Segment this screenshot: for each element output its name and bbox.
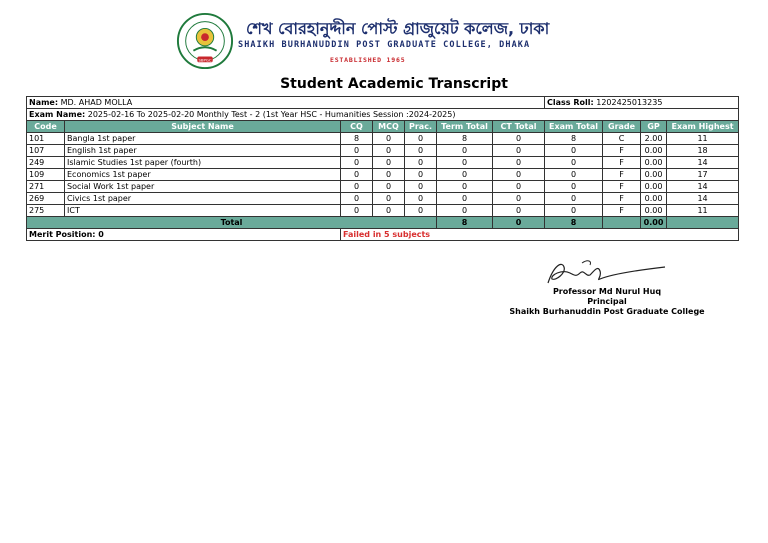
table-cell: 0 [545,157,603,169]
table-row [27,145,739,157]
table-cell: 0 [437,193,493,205]
table-cell: Social Work 1st paper [65,181,341,193]
column-header: Prac. [405,121,437,133]
total-exam: 8 [545,217,603,229]
student-name: MD. AHAD MOLLA [60,97,133,107]
table-cell: 0 [405,181,437,193]
table-cell: 0 [341,181,373,193]
table-cell: 0 [493,157,545,169]
table-cell: 0 [373,169,405,181]
table-cell: Civics 1st paper [65,193,341,205]
table-cell: 0 [373,157,405,169]
table-cell: F [603,181,641,193]
table-cell: English 1st paper [65,145,341,157]
table-cell: F [603,157,641,169]
table-cell: C [603,133,641,145]
table-row [27,205,739,217]
table-cell: 0 [437,145,493,157]
established-label: ESTABLISHED 1965 [330,56,406,64]
table-cell: 2.00 [641,133,667,145]
table-cell: 0 [493,205,545,217]
class-roll-label: Class Roll: [547,97,594,107]
class-roll: 1202425013235 [596,97,663,107]
table-cell: ICT [65,205,341,217]
table-cell: 8 [437,133,493,145]
table-cell: 109 [27,169,65,181]
table-cell: Islamic Studies 1st paper (fourth) [65,157,341,169]
principal-org: Shaikh Burhanuddin Post Graduate College [509,307,705,316]
merit-position: Merit Position: 0 [27,229,341,241]
table-cell: 0 [405,205,437,217]
column-header: Exam Total [545,121,603,133]
table-cell: 0 [405,169,437,181]
table-cell: 0.00 [641,193,667,205]
table-cell: 0.00 [641,145,667,157]
table-cell: F [603,193,641,205]
table-cell: 275 [27,205,65,217]
table-cell: 14 [667,193,739,205]
table-cell: 0.00 [641,181,667,193]
student-name-row [27,97,739,109]
table-cell: 0 [493,193,545,205]
table-cell: 0 [405,193,437,205]
table-cell: 249 [27,157,65,169]
signature-image [540,255,670,287]
exam-name: 2025-02-16 To 2025-02-20 Monthly Test - 2 (1st Year HSC - Humanities Session :2024-2025) [87,109,456,119]
total-grade [603,217,641,229]
table-cell: 0 [341,145,373,157]
merit-row [27,229,739,241]
principal-name: Professor Md Nurul Huq [552,287,662,296]
table-row [27,169,739,181]
table-cell: 0 [493,169,545,181]
table-row [27,133,739,145]
failed-summary: Failed in 5 subjects [341,229,739,241]
total-gp: 0.00 [641,217,667,229]
table-cell: 0 [437,181,493,193]
table-cell: 11 [667,205,739,217]
table-cell: 0 [405,133,437,145]
total-row [27,217,739,229]
table-cell: 0 [493,133,545,145]
table-cell: 0 [437,157,493,169]
table-cell: 0 [437,169,493,181]
column-header: CT Total [493,121,545,133]
table-cell: 269 [27,193,65,205]
table-cell: 0 [373,133,405,145]
college-header [172,10,550,74]
total-highest [667,217,739,229]
table-cell: 0 [545,145,603,157]
table-cell: 0.00 [641,205,667,217]
table-cell: 17 [667,169,739,181]
page-title: Student Academic Transcript [280,76,508,92]
table-cell: 0 [373,205,405,217]
column-header: MCQ [373,121,405,133]
table-cell: 11 [667,133,739,145]
table-cell: 0 [493,181,545,193]
college-name-bn: শেখ বোরহানুদ্দীন পোস্ট গ্রাজুয়েট কলেজ, ঢাকা [246,19,550,38]
table-cell: 0 [493,145,545,157]
signature-block [500,255,714,317]
table-cell: 14 [667,181,739,193]
table-cell: 0 [405,157,437,169]
column-header: Grade [603,121,641,133]
table-cell: 0 [545,205,603,217]
total-label: Total [27,217,437,229]
name-label: Name: [29,97,59,107]
table-cell: 0.00 [641,157,667,169]
table-cell: 0 [545,181,603,193]
table-cell: 0 [545,193,603,205]
table-cell: 0.00 [641,169,667,181]
table-cell: 0 [405,145,437,157]
subject-rows [27,133,739,217]
column-header: GP [641,121,667,133]
total-term: 8 [437,217,493,229]
table-cell: 0 [437,205,493,217]
table-row [27,157,739,169]
column-header: Term Total [437,121,493,133]
table-cell: 107 [27,145,65,157]
table-cell: 8 [341,133,373,145]
table-cell: 0 [341,169,373,181]
column-header: Code [27,121,65,133]
table-cell: 0 [373,181,405,193]
logo-text: SBPGC [198,57,212,63]
table-row [27,193,739,205]
table-cell: 18 [667,145,739,157]
table-cell: 101 [27,133,65,145]
transcript-table [26,96,739,241]
table-cell: 0 [545,169,603,181]
exam-name-label: Exam Name: [29,109,86,119]
table-cell: F [603,145,641,157]
college-name-en: SHAIKH BURHANUDDIN POST GRADUATE COLLEGE, DHAKA [238,40,531,50]
table-cell: F [603,205,641,217]
principal-role: Principal [587,297,627,306]
table-cell: 0 [341,157,373,169]
table-cell: Bangla 1st paper [65,133,341,145]
table-cell: 0 [341,193,373,205]
table-cell: 0 [373,193,405,205]
table-cell: F [603,169,641,181]
column-header: Exam Highest [667,121,739,133]
table-cell: 8 [545,133,603,145]
total-ct: 0 [493,217,545,229]
table-cell: 271 [27,181,65,193]
column-header: CQ [341,121,373,133]
college-logo-icon [176,12,234,70]
column-header: Subject Name [65,121,341,133]
table-cell: 0 [373,145,405,157]
exam-name-row [27,109,739,121]
table-row [27,181,739,193]
table-cell: 0 [341,205,373,217]
table-header-row [27,121,739,133]
table-cell: 14 [667,157,739,169]
table-cell: Economics 1st paper [65,169,341,181]
